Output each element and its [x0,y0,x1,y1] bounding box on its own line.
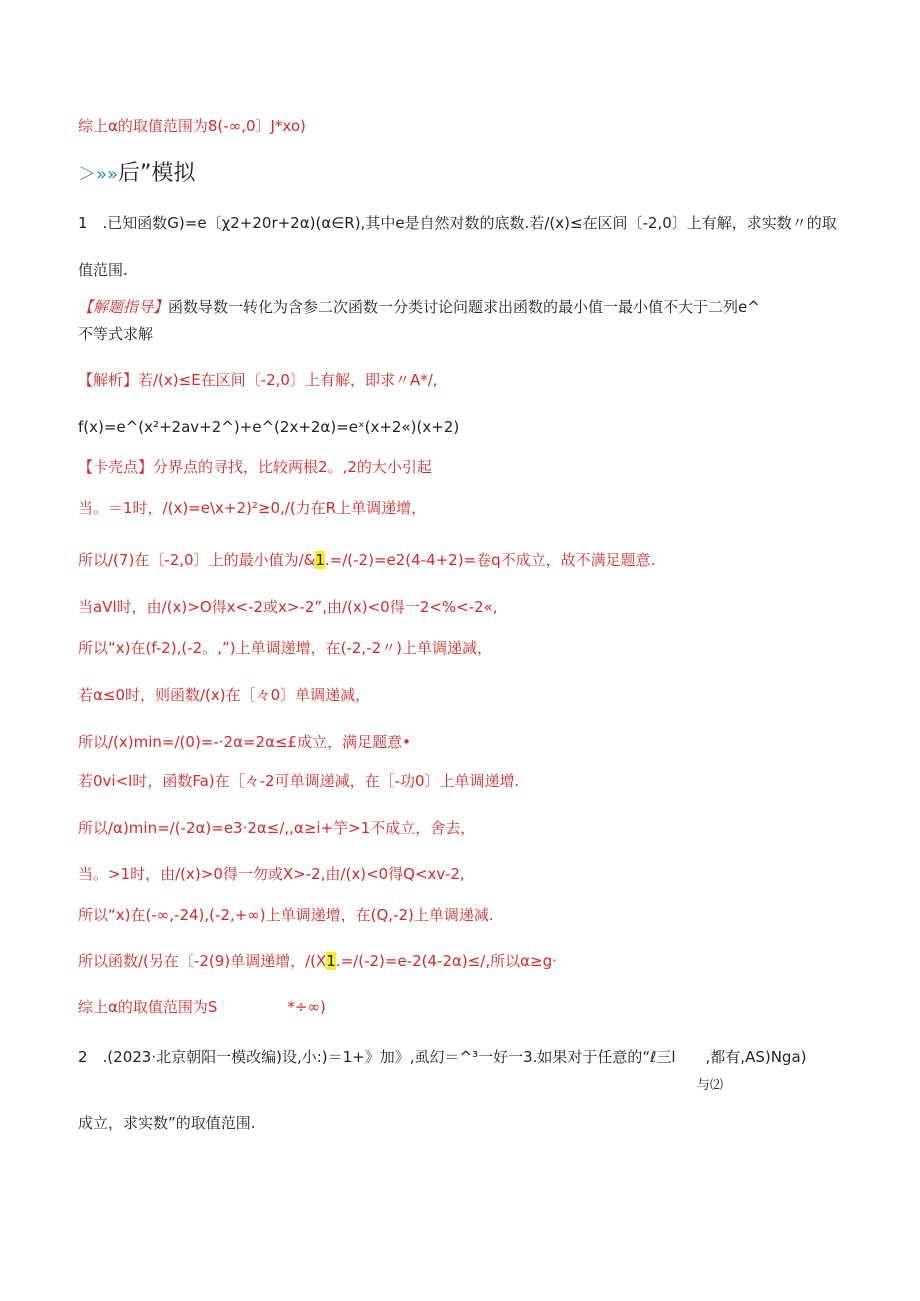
case-line-2 [78,550,655,570]
case-line-4: 所以“x)在(f-2),(-2。,”)上单调递增，在(-2,-2〃)上单调递减， [78,639,492,657]
conclusion-2-part-a: 综上α的取值范围为S [78,998,218,1016]
conclusion-line-2 [78,997,326,1017]
guide-line-2: 不等式求解 [78,325,154,343]
case-line-2-pre: 所以/(7)在〔-2,0〕上的最小值为/& [78,551,316,569]
guide-line-1 [78,297,760,317]
case-line-1: 当。＝1时，/(x)=e\x+2)²≥0,/(力在R上单调递增， [78,499,427,517]
case-line-11 [78,951,557,971]
case-line-3: 当aVl时，由/(x)>O得x<-2或x>-2”,由/(x)<0得一2<%<-2«, [78,598,498,616]
highlight-mark-2: 1 [326,952,336,970]
case-line-2-post: .=/(-2)=e2(4-4+2)=卷q不成立，故不满足题意. [324,551,656,569]
guide-label: 【解题指导】 [78,298,169,316]
case-line-11-post: .=/(-2)=e-2(4-2α)≤/,所以α≥g· [335,952,557,970]
guide-text: 函数导数一转化为含参二次函数一分类讨论问题求出函数的最小值一最小值不大于二列e^ [168,298,760,316]
case-line-5: 若α≤0时，则函数/(x)在［々0〕单调递减， [78,686,371,704]
question-1-line-1: 1 .已知函数G)=e〔χ2+20r+2α)(α∈R),其中e是自然对数的底数.若/(x)≤在区间〔-2,0〕上有解，求实数〃的取 [78,214,837,232]
case-line-11-pre: 所以函数/(另在〔-2(9)单调递增，/(X [78,952,327,970]
key-point-line: 【卡壳点】分界点的寻找，比较两根2。,2的大小引起 [78,458,432,476]
conclusion-2-part-b: *÷∞) [287,998,326,1016]
case-line-6: 所以/(x)min=/(0)=-·2α=2α≤£成立，满足题意• [78,733,411,751]
derivative-line: f(x)=e^(x²+2av+2^)+e^(2x+2α)=eˣ(x+2«)(x+2) [78,418,460,436]
question-2-line-1: 2 .(2023·北京朝阳一模改编)设,小:)＝1+》加》,虱幻＝^³一好一3.如果对于任意的“ℓ三l ,都有,AS)Nga) [78,1048,807,1066]
question-2-line-2: 成立，求实数”的取值范围. [78,1114,256,1132]
case-line-7: 若0vi<l时，函数Fa)在［々-2可单调递减，在［-功0〕上单调递增. [78,772,520,790]
section-heading [78,160,195,189]
question-1-line-2: 值范围. [78,261,128,279]
question-2-subscript: 与⑵ [697,1078,724,1093]
case-line-8: 所以/α)min=/(-2α)=e3·2α≤/,,α≥i+竽>1不成立，舍去， [78,819,476,837]
heading-arrows: ＞»» [78,164,119,185]
analysis-line: 【解析】若/(x)≤E在区间〔-2,0〕上有解，即求〃A*/, [78,371,438,389]
heading-title: 后”模拟 [118,161,196,186]
case-line-10: 所以“x)在(-∞,-24),(-2,+∞)上单调递增，在(Q,-2)上单调递减. [78,906,494,924]
highlight-mark: 1 [315,551,325,569]
case-line-9: 当。>1时，由/(x)>0得一勿或X>-2,由/(x)<0得Q<xv-2, [78,865,465,883]
conclusion-line-1: 综上α的取值范围为8(-∞,0〕J*xo) [78,117,306,135]
